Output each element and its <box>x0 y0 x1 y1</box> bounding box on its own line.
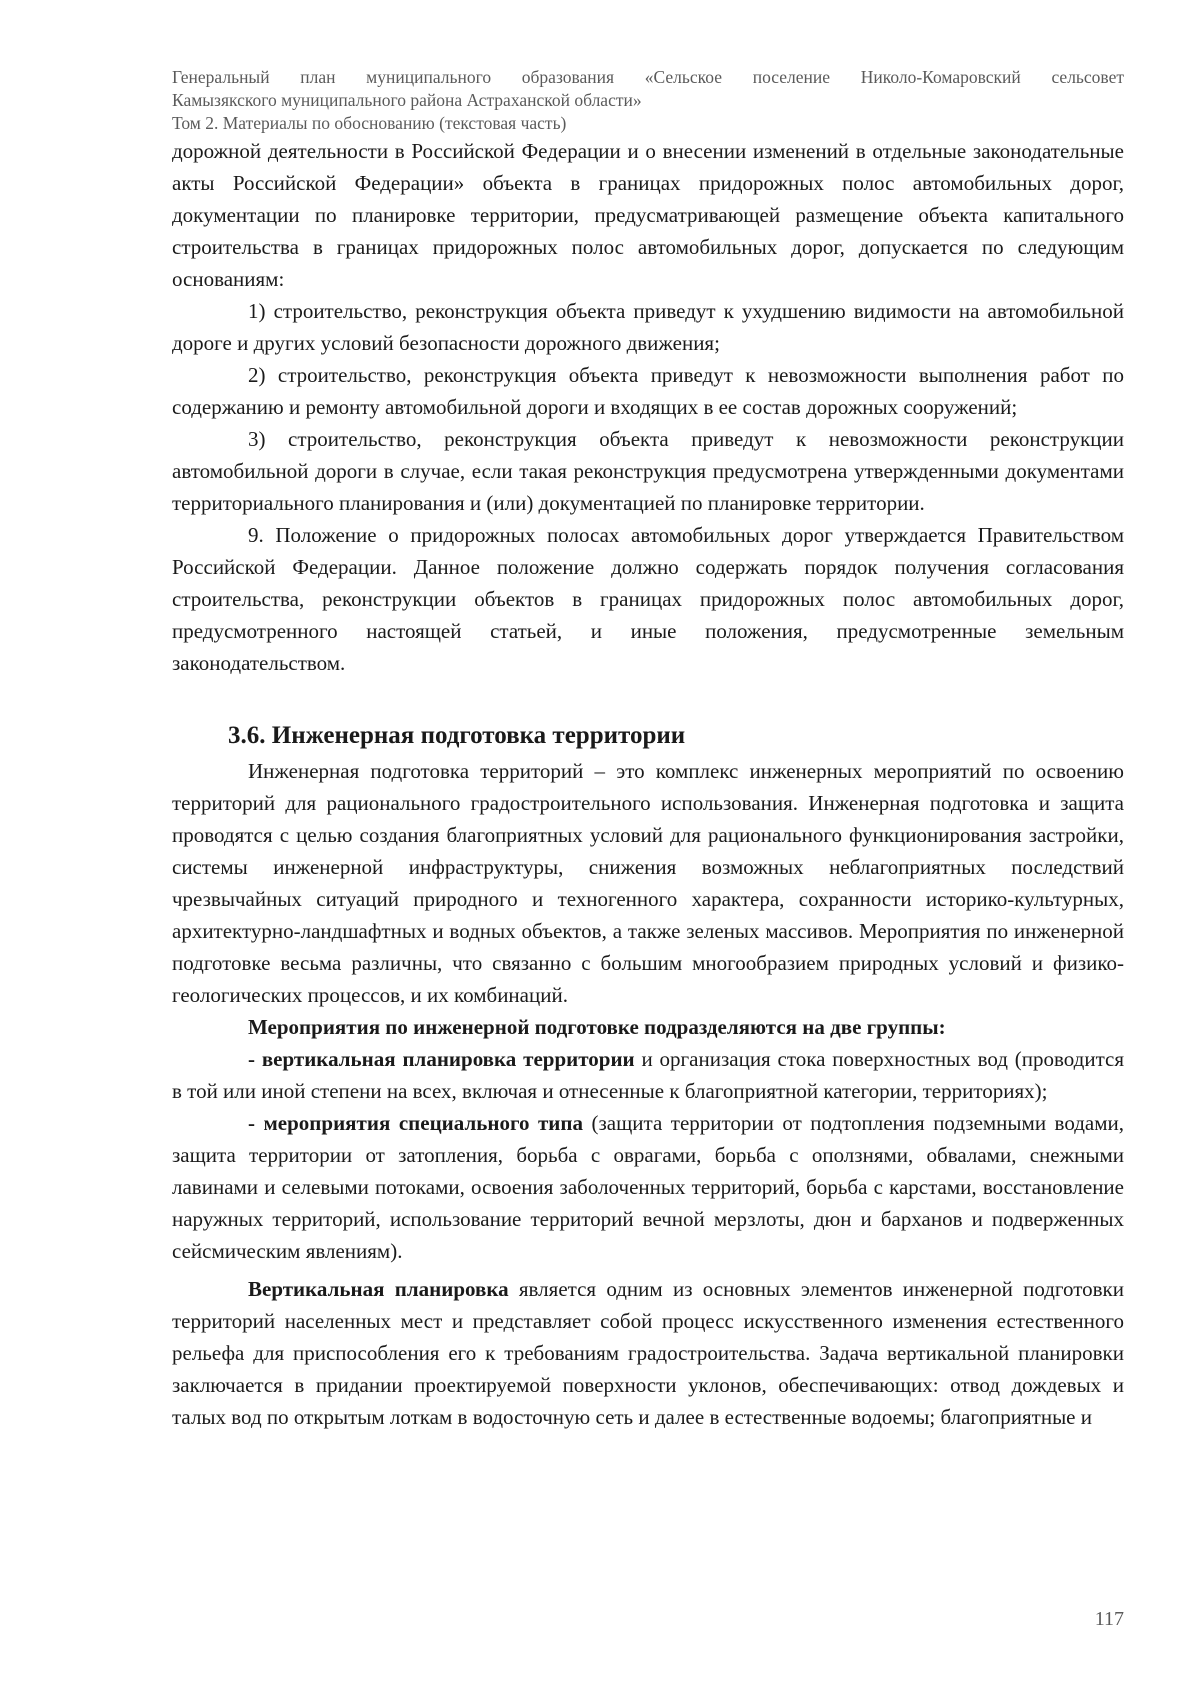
vertical-planning-text: является одним из основных элементов инженерной подготовки территорий населенных мест и представляет собой процесс искусственного изменения естественного рельефа для приспособления его к требованиям градостроительства. Задача вертикальной планировки заключается в придании проектируемой поверхности уклонов, обеспечивающих: отвод дождевых и талых вод по открытым лоткам в водосточную сеть и далее в естественные водоемы; благоприятные и <box>172 1277 1124 1429</box>
paragraph-item-9: 9. Положение о придорожных полосах автомобильных дорог утверждается Правительством Российской Федерации. Данное положение должно содержать порядок получения согласования строительства, реконструкции объектов в границах придорожных полос автомобильных дорог, предусмотренного настоящей статьей, и иные положения, предусмотренные земельным законодательством. <box>172 523 1124 675</box>
document-page <box>172 66 1124 1433</box>
paragraph-vertical-planning <box>172 1273 1124 1433</box>
special-bold: - мероприятия специального типа <box>248 1111 583 1135</box>
paragraph-intro: дорожной деятельности в Российской Федерации и о внесении изменений в отдельные законодательные акты Российской Федерации» объекта в границах придорожных полос автомобильных дорог, документации по планировке территории, предусматривающей размещение объекта капитального строительства в границах придорожных полос автомобильных дорог, допускается по следующим основаниям: <box>172 139 1124 291</box>
paragraph-item-3: 3) строительство, реконструкция объекта приведут к невозможности реконструкции автомобильной дороги в случае, если такая реконструкция предусмотрена утвержденными документами территориального планирования и (или) документацией по планировке территории. <box>172 427 1124 515</box>
paragraph-special <box>172 1107 1124 1267</box>
page-number: 117 <box>1094 1608 1124 1630</box>
paragraph-item-1: 1) строительство, реконструкция объекта приведут к ухудшению видимости на автомобильной дороге и других условий безопасности дорожного движения; <box>172 299 1124 355</box>
paragraph-vertical <box>172 1043 1124 1107</box>
paragraph-item-2: 2) строительство, реконструкция объекта приведут к невозможности выполнения работ по содержанию и ремонту автомобильной дороги и входящих в ее состав дорожных сооружений; <box>172 363 1124 419</box>
vertical-planning-bold: Вертикальная планировка <box>248 1277 509 1301</box>
header-line-3: Том 2. Материалы по обоснованию (текстовая часть) <box>172 113 567 133</box>
header-line-1: Генеральный план муниципального образования «Сельское поселение Николо-Комаровский сельсовет <box>172 67 1124 87</box>
header-line-2: Камызякского муниципального района Астраханской области» <box>172 90 642 110</box>
document-body <box>172 135 1124 1433</box>
running-header <box>172 66 1124 135</box>
paragraph-groups <box>172 1011 1124 1043</box>
paragraph-engineering-intro: Инженерная подготовка территорий – это комплекс инженерных мероприятий по освоению территорий для рационального градостроительного использования. Инженерная подготовка и защита проводятся с целью создания благоприятных условий для рационального функционирования застройки, системы инженерной инфраструктуры, снижения возможных неблагоприятных последствий чрезвычайных ситуаций природного и техногенного характера, сохранности историко-культурных, архитектурно-ландшафтных и водных объектов, а также зеленых массивов. Мероприятия по инженерной подготовке весьма различны, что связанно с большим многообразием природных условий и физико-геологических процессов, и их комбинаций. <box>172 759 1124 1007</box>
groups-bold: Мероприятия по инженерной подготовке подразделяются на две группы: <box>248 1015 946 1039</box>
vertical-text: и организация стока поверхностных вод (проводится в той или иной степени на всех, включая и отнесенные к благоприятной категории, территориях); <box>172 1047 1124 1103</box>
vertical-bold: - вертикальная планировка территории <box>248 1047 635 1071</box>
special-text: (защита территории от подтопления подземными водами, защита территории от затопления, борьба с оврагами, борьба с оползнями, обвалами, снежными лавинами и селевыми потоками, освоения заболоченных территорий, борьба с карстами, восстановление наружных территорий, использование территорий вечной мерзлоты, дюн и барханов и подверженных сейсмическим явлениям). <box>172 1111 1125 1263</box>
section-heading: 3.6. Инженерная подготовка территории <box>228 722 686 749</box>
